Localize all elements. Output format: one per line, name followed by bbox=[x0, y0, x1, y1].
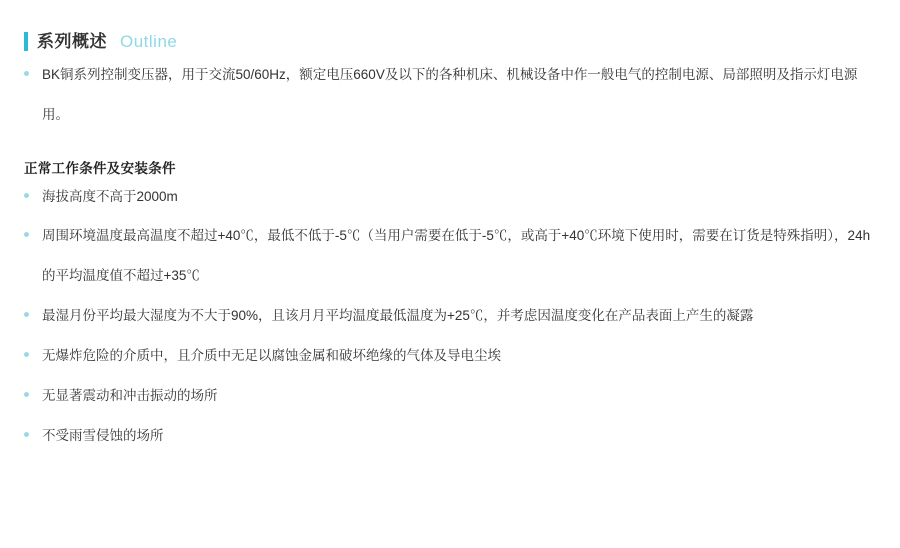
list-item-text: 海拔高度不高于2000m bbox=[42, 188, 178, 204]
section-header bbox=[24, 0, 876, 55]
intro-list bbox=[24, 55, 876, 135]
list-item bbox=[24, 216, 876, 296]
list-item-text: 最湿月份平均最大湿度为不大于90%，且该月月平均温度最低温度为+25℃，并考虑因温度变化在产品表面上产生的凝露 bbox=[42, 308, 754, 324]
bullet-dot-icon bbox=[24, 352, 29, 357]
section-title-en: Outline bbox=[120, 32, 178, 51]
bullet-dot-icon bbox=[24, 232, 29, 237]
section-title-cn: 系列概述 bbox=[37, 32, 107, 51]
accent-bar-icon bbox=[24, 32, 28, 51]
list-item-text: BK铜系列控制变压器，用于交流50/60Hz，额定电压660V及以下的各种机床、机械设备中作一般电气的控制电源、局部照明及指示灯电源用。 bbox=[42, 67, 858, 122]
bullet-dot-icon bbox=[24, 392, 29, 397]
list-item-text: 无爆炸危险的介质中，且介质中无足以腐蚀金属和破坏绝缘的气体及导电尘埃 bbox=[42, 347, 501, 363]
list-item-text: 不受雨雪侵蚀的场所 bbox=[42, 427, 164, 443]
bullet-dot-icon bbox=[24, 432, 29, 437]
conditions-list bbox=[24, 177, 876, 456]
list-item bbox=[24, 336, 876, 376]
list-item bbox=[24, 55, 876, 135]
list-item bbox=[24, 376, 876, 416]
bullet-dot-icon bbox=[24, 312, 29, 317]
bullet-dot-icon bbox=[24, 71, 29, 76]
list-item-text: 无显著震动和冲击振动的场所 bbox=[42, 387, 218, 403]
bullet-dot-icon bbox=[24, 193, 29, 198]
list-item-text: 周围环境温度最高温度不超过+40℃，最低不低于-5℃（当用户需要在低于-5℃，或高于+40℃环境下使用时，需要在订货是特殊指明），24h的平均温度值不超过+35℃ bbox=[42, 228, 871, 284]
conditions-heading: 正常工作条件及安装条件 bbox=[24, 160, 176, 176]
list-item bbox=[24, 416, 876, 456]
list-item bbox=[24, 177, 876, 217]
list-item bbox=[24, 296, 876, 336]
